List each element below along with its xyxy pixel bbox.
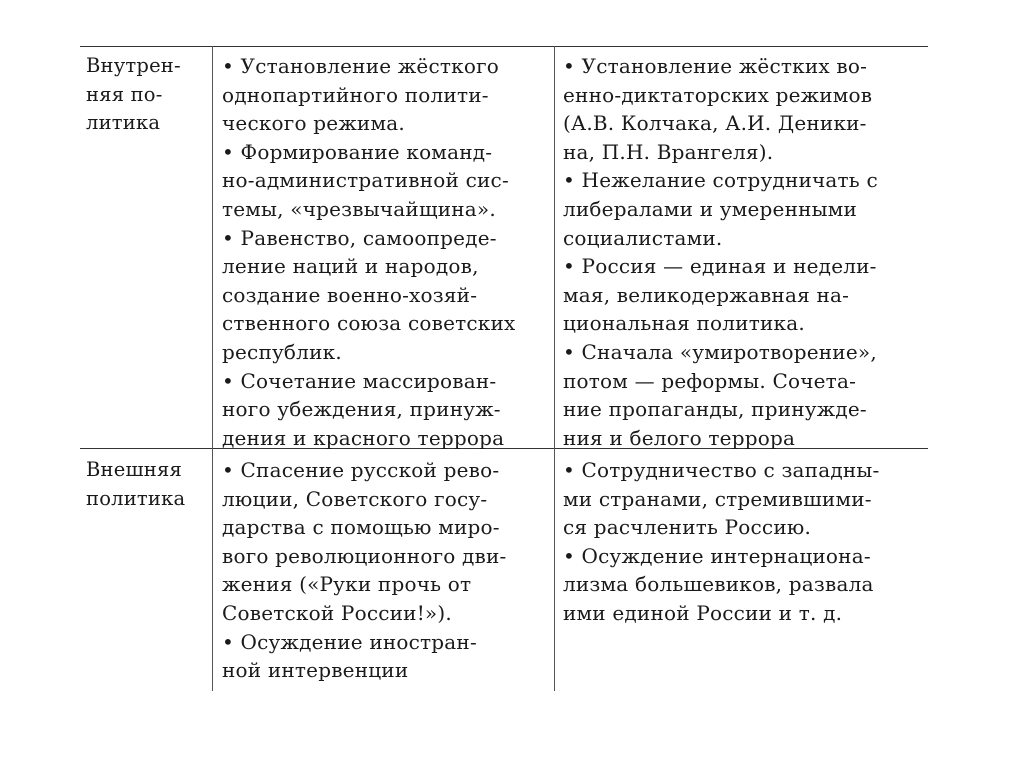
text-line: ного убеждения, принуж- [222,397,501,422]
label-line: няя по- [86,82,163,106]
text-line: ление наций и народов, [222,254,479,279]
text-line: Советской России!»). [222,600,452,625]
text-line: ственного союза советских [222,311,516,336]
text-line: ими единой России и т. д. [563,600,843,625]
text-line: жения («Руки прочь от [222,572,472,597]
text-line: лизма большевиков, развала [563,572,874,597]
text-line: вого революционного дви- [222,543,507,568]
text-line: • Россия — единая и недели- [563,254,877,279]
text-line: циональная политика. [563,311,805,336]
text-line: люции, Советского госу- [222,486,488,511]
text-line: на, П.Н. Врангеля). [563,139,774,164]
text-line: темы, «чрезвычайщина». [222,196,496,221]
label-line: литика [86,111,161,135]
text-line: • Нежелание сотрудничать с [563,168,878,193]
text-line: республик. [222,339,342,364]
column-divider-2 [554,46,555,691]
label-line: политика [86,486,186,510]
text-line: • Равенство, самоопреде- [222,225,497,250]
text-line: ние пропаганды, принужде- [563,397,867,422]
cell-whites-foreign [563,456,879,628]
text-line: социалистами. [563,225,723,250]
text-line: либералами и умеренными [563,196,858,221]
text-line: ческого режима. [222,111,405,136]
row-label-internal-policy [86,52,181,138]
text-line: потом — реформы. Сочета- [563,368,857,393]
text-line: ния и белого террора [563,425,796,450]
text-line: • Формирование команд- [222,139,493,164]
text-line: дарства с помощью миро- [222,515,500,540]
column-divider-1 [212,46,213,691]
row-label-foreign-policy [86,456,185,513]
text-line: мая, великодержавная на- [563,282,850,307]
text-line: • Установление жёстких во- [563,54,868,78]
text-line: дения и красного террора [222,425,505,450]
label-line: Внешняя [86,458,182,481]
text-line: • Осуждение иностран- [222,629,477,654]
text-line: но-административной сис- [222,168,509,193]
text-line: ся расчленить Россию. [563,515,812,540]
text-line: ми странами, стремившими- [563,486,872,511]
table-top-rule [80,46,928,47]
label-line: Внутрен- [86,54,181,77]
text-line: • Сначала «умиротворение», [563,339,877,364]
cell-bolsheviks-internal [222,52,516,452]
text-line: (А.В. Колчака, А.И. Деники- [563,111,867,136]
text-line: • Сотрудничество с западны- [563,458,880,482]
comparison-table [80,46,928,691]
text-line: ной интервенции [222,658,409,683]
text-line: создание военно-хозяй- [222,282,478,307]
cell-whites-internal [563,52,878,452]
text-line: • Сочетание массирован- [222,368,497,393]
text-line: енно-диктаторских режимов [563,82,873,107]
text-line: • Спасение русской рево- [222,458,500,482]
text-line: • Осуждение интернациона- [563,543,871,568]
cell-bolsheviks-foreign [222,456,507,685]
text-line: однопартийного полити- [222,82,489,107]
text-line: • Установление жёсткого [222,54,499,78]
